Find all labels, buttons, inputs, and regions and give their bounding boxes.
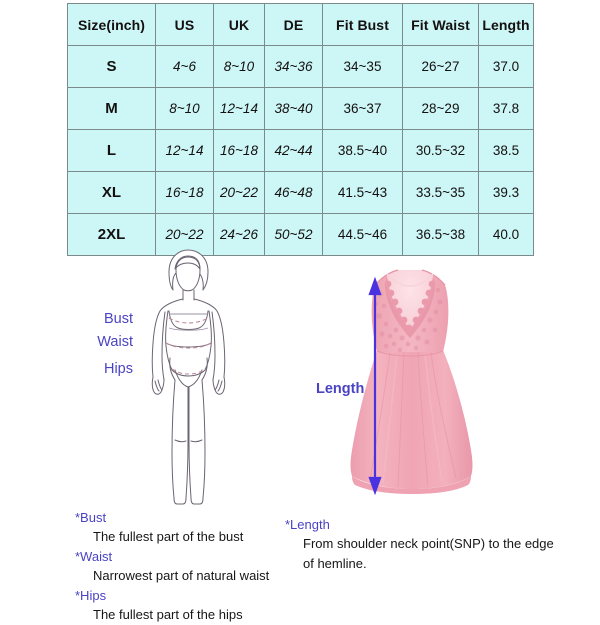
cell-size: L [68, 130, 156, 172]
measurement-notes-right [285, 515, 585, 574]
female-body-illustration [128, 248, 248, 510]
cell-size: XL [68, 172, 156, 214]
cell-us: 8~10 [156, 88, 214, 130]
cell-fit-bust: 34~35 [323, 46, 403, 88]
cell-uk: 8~10 [214, 46, 265, 88]
header-fit-waist: Fit Waist [403, 4, 479, 46]
header-size: Size(inch) [68, 4, 156, 46]
cell-fit-bust: 38.5~40 [323, 130, 403, 172]
table-row [68, 130, 534, 172]
cell-size: 2XL [68, 214, 156, 256]
dress-bodice [372, 268, 449, 356]
cell-us: 4~6 [156, 46, 214, 88]
header-uk: UK [214, 4, 265, 46]
note-head-hips: *Hips [75, 588, 107, 603]
note-body-length2: of hemline. [303, 556, 367, 571]
cell-size: S [68, 46, 156, 88]
note-head-bust: *Bust [75, 510, 107, 525]
cell-length: 39.3 [479, 172, 534, 214]
cell-fit-waist: 28~29 [403, 88, 479, 130]
size-chart-table [67, 3, 534, 256]
table-header-row [68, 4, 534, 46]
note-body-hips: The fullest part of the hips [93, 607, 243, 622]
cell-us: 16~18 [156, 172, 214, 214]
cell-uk: 16~18 [214, 130, 265, 172]
body-label-bust: Bust [103, 311, 133, 327]
cell-de: 34~36 [265, 46, 323, 88]
cell-fit-waist: 33.5~35 [403, 172, 479, 214]
note-body-bust: The fullest part of the bust [93, 529, 244, 544]
cell-de: 42~44 [265, 130, 323, 172]
cell-fit-bust: 36~37 [323, 88, 403, 130]
cell-de: 50~52 [265, 214, 323, 256]
cell-de: 38~40 [265, 88, 323, 130]
table-row [68, 172, 534, 214]
illustration-area [0, 243, 600, 513]
cell-fit-waist: 30.5~32 [403, 130, 479, 172]
note-body-length: From shoulder neck point(SNP) to the edge [303, 536, 554, 551]
dress-skirt [351, 350, 473, 494]
cell-de: 46~48 [265, 172, 323, 214]
cell-uk: 24~26 [214, 214, 265, 256]
cell-fit-bust: 41.5~43 [323, 172, 403, 214]
header-fit-bust: Fit Bust [323, 4, 403, 46]
note-head-length: *Length [285, 517, 330, 532]
cell-uk: 20~22 [214, 172, 265, 214]
cell-us: 12~14 [156, 130, 214, 172]
table-row [68, 46, 534, 88]
body-label-hips: Hips [103, 361, 133, 377]
cell-fit-waist: 36.5~38 [403, 214, 479, 256]
dress-label-length: Length [316, 381, 365, 397]
header-de: DE [265, 4, 323, 46]
cell-length: 40.0 [479, 214, 534, 256]
header-us: US [156, 4, 214, 46]
cell-fit-bust: 44.5~46 [323, 214, 403, 256]
cell-uk: 12~14 [214, 88, 265, 130]
table-row [68, 88, 534, 130]
header-length: Length [479, 4, 534, 46]
cell-size: M [68, 88, 156, 130]
note-body-waist: Narrowest part of natural waist [93, 568, 270, 583]
cell-length: 38.5 [479, 130, 534, 172]
body-label-waist: Waist [97, 334, 133, 350]
cell-us: 20~22 [156, 214, 214, 256]
cell-fit-waist: 26~27 [403, 46, 479, 88]
note-head-waist: *Waist [75, 549, 113, 564]
cell-length: 37.0 [479, 46, 534, 88]
cell-length: 37.8 [479, 88, 534, 130]
